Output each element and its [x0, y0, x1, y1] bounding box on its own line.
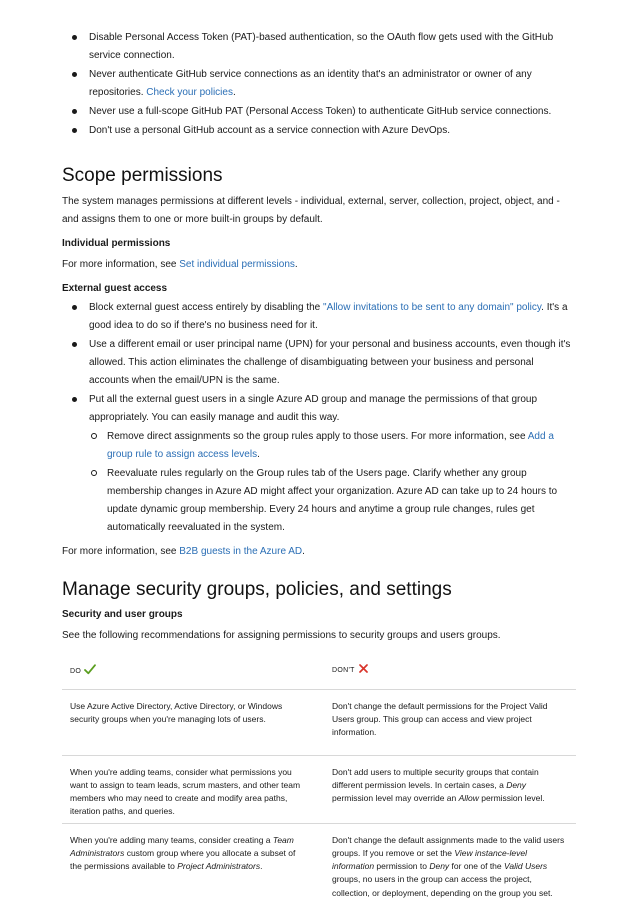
add-group-rule-link[interactable]: Add a group rule to assign access levels: [107, 431, 554, 460]
do-column-header: DO: [62, 653, 324, 689]
list-item: Don't use a personal GitHub account as a service connection with Azure DevOps.: [62, 122, 576, 140]
security-bullets: [62, 0, 576, 140]
group-sub-bullets: [89, 428, 576, 537]
dont-cell: Don't change the default assignments made to the valid users groups. If you remove or set the View instance-level information permission to Deny for one of the Valid Users groups, no users in the group can access the project, collection, or deployment, depending on the group you set.: [324, 823, 576, 903]
list-item: Disable Personal Access Token (PAT)-based authentication, so the OAuth flow gets used with the GitHub service connection.: [62, 29, 576, 65]
list-item: Never authenticate GitHub service connections as an identity that's an administrator or owner of any repositories. Check your policies.: [62, 66, 576, 102]
list-item: Use a different email or user principal name (UPN) for your personal and business accounts, even though it's allowed. This action eliminates the challenge of disambiguating between your business and personal accounts when the email/UPN is the same.: [62, 336, 576, 390]
individual-permissions-heading: Individual permissions: [62, 238, 171, 249]
set-individual-permissions-link[interactable]: Set individual permissions: [179, 259, 295, 270]
recommendations-table: [62, 653, 576, 903]
list-item: Reevaluate rules regularly on the Group rules tab of the Users page. Clarify whether any group membership changes in Azure AD might affect your organization. Azure AD can take up to 24 hours to update dynamic group membership. Every 24 hours and anytime a group rule changes, rules get automatically reevaluated in the system.: [89, 465, 576, 537]
do-cell: Use Azure Active Directory, Active Directory, or Windows security groups when you're managing lots of users.: [62, 689, 324, 755]
list-item: Put all the external guest users in a single Azure AD group and manage the permissions of that group appropriately. You can easily manage and audit this way. Remove direct assignments so the group rules apply to those users. For more information, see Add a group rule to assign access levels. Reevaluate rules regularly on the Group rules tab of the Users page. Clarify whether any group membership changes in Azure AD might affect your organization. Azure AD can take up to 24 hours to update dynamic group membership. Every 24 hours and anytime a group rule changes, rules get automatically reevaluated in the system.: [62, 391, 576, 537]
dont-column-header: DON'T: [324, 653, 576, 689]
list-item: Block external guest access entirely by disabling the "Allow invitations to be sent to any domain" policy. It's a good idea to do so if there's no business need for it.: [62, 299, 576, 335]
scope-permissions-heading: Scope permissions: [62, 165, 223, 186]
do-cell: When you're adding many teams, consider creating a Team Administrators custom group where you allocate a subset of the permissions available to Project Administrators.: [62, 823, 324, 903]
external-guest-bullets: [62, 299, 576, 537]
security-user-groups-heading: Security and user groups: [62, 609, 183, 620]
checkmark-icon: [84, 664, 96, 675]
security-groups-intro: See the following recommendations for assigning permissions to security groups and users groups.: [62, 630, 501, 641]
individual-permissions-text: For more information, see Set individual permissions.: [62, 259, 298, 270]
table-row: [62, 823, 576, 903]
scope-intro: The system manages permissions at different levels - individual, external, server, collection, project, object, and - and assigns them to one or more built-in groups by default.: [62, 196, 560, 225]
dont-cell: Don't add users to multiple security groups that contain different permission levels. In certain cases, a Deny permission level may override an Allow permission level.: [324, 755, 576, 823]
list-item: Remove direct assignments so the group rules apply to those users. For more information, see Add a group rule to assign access levels.: [89, 428, 576, 464]
b2b-guests-link[interactable]: B2B guests in the Azure AD: [179, 546, 303, 557]
list-item: Never use a full-scope GitHub PAT (Personal Access Token) to authenticate GitHub service connections.: [62, 103, 576, 121]
table-row: [62, 689, 576, 755]
do-cell: When you're adding teams, consider what permissions you want to assign to team leads, scrum masters, and other team members who may need to create and modify area paths, iteration paths, and queries.: [62, 755, 324, 823]
check-policies-link[interactable]: Check your policies: [146, 87, 233, 98]
manage-security-heading: Manage security groups, policies, and settings: [62, 579, 452, 600]
allow-invitations-policy-link[interactable]: "Allow invitations to be sent to any domain" policy: [323, 302, 542, 313]
b2b-guests-text: For more information, see B2B guests in the Azure AD.: [62, 546, 305, 557]
table-row: [62, 755, 576, 823]
x-icon: [359, 664, 368, 673]
external-guest-access-heading: External guest access: [62, 283, 168, 294]
dont-cell: Don't change the default permissions for the Project Valid Users group. This group can access and view project information.: [324, 689, 576, 755]
table-header-row: [62, 653, 576, 689]
